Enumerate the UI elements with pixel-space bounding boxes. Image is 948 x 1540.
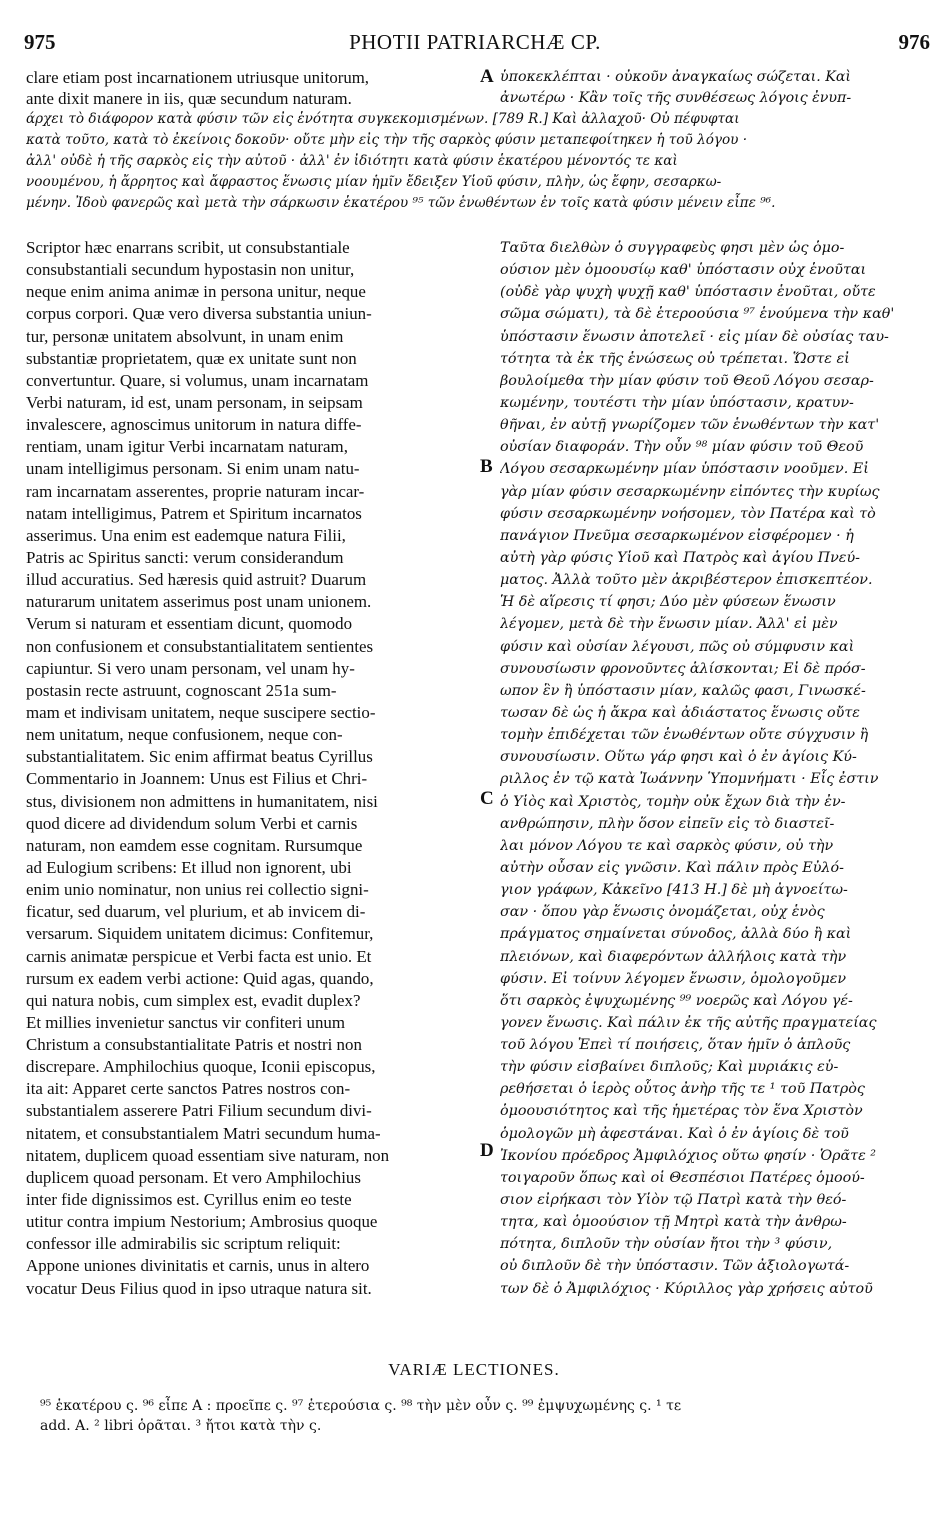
latin-line: quod dicere ad dividendum solum Verbi et carnis xyxy=(26,813,358,833)
margin-letter-a: A xyxy=(480,66,494,87)
greek-line: τοῦ λόγου Ἐπεὶ τί ποιήσεις, ὅταν ἡμῖν ὁ ἁπλοῦς xyxy=(500,1037,851,1054)
greek-line: μένην. Ἰδοὺ φανερῶς καὶ μετὰ τὴν σάρκωσιν ἑκατέρου ⁹⁵ τῶν ἑνωθέντων ἐν τοῖς κατὰ φύσιν μένειν εἶπε ⁹⁶. xyxy=(26,195,776,211)
latin-line: Verum si naturam et essentiam dicunt, quomodo xyxy=(26,614,353,634)
greek-line: ὁ Υἱὸς καὶ Χριστὸς, τομὴν οὐκ ἔχων διὰ τὴν ἐν- xyxy=(500,793,846,810)
latin-line: inter fide dignissimos est. Cyrillus enim eo teste xyxy=(26,1190,352,1210)
note-line: add. A. ² libri ὁρᾶται. ³ ἤτοι κατὰ τὴν ς. xyxy=(40,1418,322,1434)
page-number-left: 975 xyxy=(24,30,56,54)
greek-line: Ἡ δὲ αἵρεσις τί φησι; Δύο μὲν φύσεων ἕνωσιν xyxy=(500,594,836,611)
greek-line: φύσιν καὶ οὐσίαν λέγουσι, πῶς οὐ σύμφυσιν καὶ xyxy=(500,638,855,655)
latin-line: Christum a consubstantialitate Patris et nostri non xyxy=(26,1035,362,1055)
full-width-greek-block xyxy=(26,109,936,214)
latin-line: versarum. Siquidem unitatem dicimus: Confitemur, xyxy=(26,924,374,944)
top-greek-lines xyxy=(500,67,934,109)
greek-line: Ἰκονίου πρόεδρος Ἀμφιλόχιος οὕτω φησίν · Ὁρᾶτε ² xyxy=(500,1147,877,1164)
greek-line: σαν · ὅπου γὰρ ἕνωσις ὀνομάζεται, οὐχ ἑνὸς xyxy=(500,904,825,921)
greek-line: οὐ διπλοῦν δὲ τὴν ὑπόστασιν. Τῶν ἀξιολογωτά- xyxy=(500,1258,850,1275)
latin-line: substantialitatem. Sic enim affirmat beatus Cyrillus xyxy=(26,747,373,767)
latin-line: ita ait: Apparet certe sanctos Patres nostros con- xyxy=(26,1079,351,1099)
page-header xyxy=(20,30,930,60)
greek-line: συνουσίωσιν. Οὕτω γάρ φησι καὶ ὁ ἐν ἁγίοις Κύ- xyxy=(500,749,857,766)
latin-line: non confusionem et consubstantialitatem sentientes xyxy=(26,636,374,656)
greek-line: φύσιν. Εἰ τοίνυν λέγομεν ἕνωσιν, ὁμολογοῦμεν xyxy=(500,970,847,987)
greek-line: πότητα, διπλοῦν τὴν οὐσίαν ἤτοι τὴν ³ φύσιν, xyxy=(500,1236,833,1253)
greek-line: λαι μόνον Λόγου τε καὶ σαρκὸς φύσιν, οὐ τὴν xyxy=(500,837,834,854)
greek-line: τὴν φύσιν εἰσβαίνει διπλοῦς; Καὶ μυριάκις εὑ- xyxy=(500,1059,839,1076)
latin-line: rursum ex eadem verbi actione: Quid agas, quando, xyxy=(26,968,374,988)
top-greek-line: ἀνωτέρω · Κἂν τοῖς τῆς συνθέσεως λόγοις ἐνυπ- xyxy=(500,90,852,106)
latin-line: consubstantiali secundum hypostasin non unitur, xyxy=(26,260,355,280)
latin-line: stus, divisionem non admittens in humanitatem, nisi xyxy=(26,791,378,811)
latin-line: invalescere, agnoscimus unitorum in natura diffe- xyxy=(26,415,362,435)
latin-line: postasin recte astruunt, cognoscant 251a sum- xyxy=(26,680,337,700)
latin-line: convertuntur. Quare, si volumus, unam incarnatam xyxy=(26,370,369,390)
greek-line: ὁμοουσιότητος καὶ τῆς ἡμετέρας τὸν ἕνα Χριστὸν xyxy=(500,1103,863,1120)
latin-line: duplicem quoad personam. Et vero Amphilochius xyxy=(26,1167,361,1187)
greek-line: σιον εἰρήκασι τὸν Υἱὸν τῷ Πατρὶ κατὰ τὴν θεό- xyxy=(500,1192,847,1209)
greek-line: κωμένην, τουτέστι τὴν μίαν ὑπόστασιν, κρατυν- xyxy=(500,394,854,411)
greek-line: ματος. Ἀλλὰ τοῦτο μὲν ἀκριβέστερον ἐπισκεπτέον. xyxy=(500,572,873,589)
greek-line: ωπον ἓν ἢ ὑπόστασιν μίαν, καλῶς φασι, Γινωσκέ- xyxy=(500,682,866,699)
greek-line: τομὴν ἐπιδέχεται τῶν ἑνωθέντων οὔτε σύγχυσιν ἢ xyxy=(500,727,869,744)
greek-line: γὰρ μίαν φύσιν σεσαρκωμένην εἰπόντες τὴν κυρίως xyxy=(500,483,880,500)
greek-line: αὐτὴ γὰρ φύσις Υἱοῦ καὶ Πατρὸς καὶ ἁγίου Πνεύ- xyxy=(500,549,860,566)
greek-line: λέγομεν, μετὰ δὲ τὴν ἕνωσιν μίαν. Ἀλλ' εἰ μὲν xyxy=(500,616,838,633)
latin-line: carnis animatæ perspicue et Verbi facta est unio. Et xyxy=(26,946,372,966)
latin-line: discrepare. Amphilochius quoque, Iconii episcopus, xyxy=(26,1057,376,1077)
note-line: ⁹⁵ ἑκατέρου ς. ⁹⁶ εἶπε A : προεῖπε ς. ⁹⁷ ἑτερούσια ς. ⁹⁸ τὴν μὲν οὖν ς. ⁹⁹ ἐμψυχωμένης ς. ¹ τε xyxy=(40,1398,682,1414)
greek-column xyxy=(500,237,934,1300)
greek-line: ρεθήσεται ὁ ἱερὸς οὗτος ἀνὴρ τῆς τε ¹ τοῦ Πατρὸς xyxy=(500,1081,865,1098)
latin-line: ficatur, sed duarum, vel plurium, et ab invicem di- xyxy=(26,902,366,922)
greek-line: πανάγιον Πνεῦμα σεσαρκωμένον εἰσφέρομεν · ἡ xyxy=(500,527,854,544)
latin-line: substantiæ proprietatem, quæ ex unitate sunt non xyxy=(26,348,357,368)
top-latin-line: clare etiam post incarnationem utriusque unitorum, xyxy=(26,68,369,87)
latin-line: neque enim anima animæ in persona unitur, neque xyxy=(26,282,366,302)
running-title: PHOTII PATRIARCHÆ CP. xyxy=(349,30,601,54)
latin-line: corpus corpori. Quæ vero diversa substantia uniun- xyxy=(26,304,372,324)
greek-line: ὁμολογῶν μὴ ἀφεστάναι. Καὶ ὁ ἐν ἁγίοις δὲ τοῦ xyxy=(500,1125,849,1142)
greek-line: πράγματος σημαίνεται σύνοδος, ἀλλὰ δύο ἢ καὶ xyxy=(500,926,852,943)
latin-line: Patris ac Spiritus sancti: verum considerandum xyxy=(26,547,344,567)
latin-line: qui natura nobis, cum simplex est, evadit duplex? xyxy=(26,990,361,1010)
greek-line: των δὲ ὁ Ἀμφιλόχιος · Κύριλλος γὰρ χρήσεις αὐτοῦ xyxy=(500,1280,873,1297)
greek-line: τοιγαροῦν ὅπως καὶ οἱ Θεσπέσιοι Πατέρες ὁμοού- xyxy=(500,1169,865,1186)
latin-column xyxy=(26,237,478,1300)
margin-letter-b: B xyxy=(480,456,493,477)
latin-line: asserimus. Una enim est eademque natura Filii, xyxy=(26,525,346,545)
latin-line: tur, personæ unitatem absolvunt, in unam enim xyxy=(26,326,344,346)
latin-line: enim unio nominatur, non unius rei collectio signi- xyxy=(26,880,369,900)
greek-line: άρχει τὸ διάφορον κατὰ φύσιν τῶν εἰς ἑνότητα συγκεκομισμένων. [789 R.] Καὶ ἀλλαχοῦ· Οὐ πέφυφται xyxy=(26,111,740,127)
greek-line: ὑπόστασιν ἕνωσιν ἀποτελεῖ · εἰς μίαν δὲ οὐσίας ταυ- xyxy=(500,328,889,345)
greek-line: τωσαν δὲ ὡς ἡ ἄκρα καὶ ἀδιάστατος ἕνωσις οὔτε xyxy=(500,704,860,721)
greek-line: αὐτὴν οὖσαν εἰς γνῶσιν. Καὶ πάλιν πρὸς Εὐλό- xyxy=(500,859,844,876)
latin-line: substantialem asserere Patri Filium secundum divi- xyxy=(26,1101,372,1121)
latin-line: Et millies invenietur sanctus vir confiteri unum xyxy=(26,1012,345,1032)
latin-line: utitur contra impium Nestorium; Ambrosius quoque xyxy=(26,1212,378,1232)
latin-line: ad Eulogium scribens: Et illud non ignorent, ubi xyxy=(26,857,352,877)
greek-line: τητα, καὶ ὁμοούσιον τῇ Μητρὶ κατὰ τὴν ἀνθρω- xyxy=(500,1214,847,1231)
latin-line: confessor ille admirabilis sic scriptum reliquit: xyxy=(26,1234,341,1254)
latin-line: natam intelligimus, Patrem et Spiritum incarnatos xyxy=(26,503,362,523)
margin-letter-c: C xyxy=(480,788,494,809)
latin-line: naturam, non eamdem esse cognitam. Rursumque xyxy=(26,835,363,855)
greek-line: σῶμα σώματι), τὰ δὲ ἑτεροούσια ⁹⁷ ἑνούμενα τὴν καθ' xyxy=(500,306,895,323)
greek-line: νοουμένου, ἡ ἄρρητος καὶ ἄφραστος ἕνωσις μίαν ἡμῖν ἔδειξεν Υἱοῦ φύσιν, πλὴν, ὡς ἔφην, σεσαρκω- xyxy=(26,174,722,190)
top-latin-lines xyxy=(26,67,476,109)
greek-line: βουλοίμεθα τὴν μίαν φύσιν τοῦ Θεοῦ Λόγου σεσαρ- xyxy=(500,372,874,389)
latin-line: Commentario in Joannem: Unus est Filius et Chri- xyxy=(26,769,368,789)
greek-line: κατὰ τοῦτο, κατὰ τὸ ἐκείνοις δοκοῦν· οὔτε μὴν εἰς τὴν τῆς σαρκὸς φύσιν μεταπεφοίτηκεν ἡ τοῦ λόγου · xyxy=(26,132,748,148)
variae-lectiones-title: VARIÆ LECTIONES. xyxy=(388,1360,560,1379)
greek-line: γιον γράφων, Κἀκεῖνο [413 H.] δὲ μὴ ἀγνοείτω- xyxy=(500,882,848,899)
greek-line: Ταῦτα διελθὼν ὁ συγγραφεὺς φησι μὲν ὡς ὁμο- xyxy=(500,240,845,256)
greek-line: γονεν ἕνωσις. Καὶ πάλιν ἐκ τῆς αὐτῆς πραγματείας xyxy=(500,1014,877,1031)
top-greek-line: ὑποκεκλέπται · οὐκοῦν ἀναγκαίως σώζεται. Καὶ xyxy=(500,69,851,85)
latin-line: capiuntur. Si vero unam personam, vel unam hy- xyxy=(26,658,355,678)
greek-line: τότητα τὰ ἐκ τῆς ἑνώσεως οὐ τρέπεται. Ὥστε εἰ xyxy=(500,350,850,367)
greek-line: οὐσίαν διαφοράν. Τὴν οὖν ⁹⁸ μίαν φύσιν τοῦ Θεοῦ xyxy=(500,439,864,456)
greek-line: (οὐδὲ γὰρ ψυχὴ ψυχῇ καθ' ὑπόστασιν ἑνοῦται, οὔτε xyxy=(500,284,876,301)
latin-line: nem unitatum, neque confusionem, neque con- xyxy=(26,725,343,745)
latin-line: ram incarnatam asserentes, proprie naturam incar- xyxy=(26,481,365,501)
margin-letter-d: D xyxy=(480,1140,494,1161)
greek-line: ούσιον μὲν ὁμοουσίῳ καθ' ὑπόστασιν οὐχ ἑνοῦται xyxy=(500,262,867,279)
greek-line: συνουσίωσιν φρονοῦντες ἁλίσκονται; Εἰ δὲ πρόσ- xyxy=(500,660,866,677)
greek-line: πλειόνων, καὶ διαφερόντων ἀλλήλοις κατὰ τὴν xyxy=(500,948,847,965)
greek-line: ὅτι σαρκὸς ἐψυχωμένης ⁹⁹ νοερῶς καὶ Λόγου γέ- xyxy=(500,992,853,1009)
latin-line: nitatem, duplicem quoad essentiam sive naturam, non xyxy=(26,1145,390,1165)
greek-line: ανθρώπησιν, πλὴν ὅσον εἰπεῖν εἰς τὸ διαστεῖ- xyxy=(500,815,835,832)
latin-line: naturarum unitatem asserimus post unam unionem. xyxy=(26,592,372,612)
latin-line: Appone uniones divinitatis et carnis, unus in altero xyxy=(26,1256,370,1276)
variae-lectiones-notes xyxy=(40,1396,935,1436)
latin-line: vocatur Deus Filius quod in ipso utraque natura sit. xyxy=(26,1278,372,1298)
latin-line: rentiam, unam igitur Verbi incarnatam naturam, xyxy=(26,437,348,457)
greek-line: ριλλος ἐν τῷ κατὰ Ἰωάννην Ὑπομνήματι · Εἷς ἐστιν xyxy=(500,771,879,788)
greek-line: Λόγου σεσαρκωμένην μίαν ὑπόστασιν νοοῦμεν. Εἰ xyxy=(500,461,869,478)
top-latin-line: ante dixit manere in iis, quæ secundum naturam. xyxy=(26,89,352,108)
latin-line: unam intelligimus personam. Si enim unam natu- xyxy=(26,459,360,479)
greek-line: θῆναι, ἐν αὐτῇ γνωρίζομεν τῶν ἑνωθέντων τὴν κατ' xyxy=(500,417,880,434)
latin-line: mam et indivisam unitatem, neque suscipere sectio- xyxy=(26,702,376,722)
latin-line: illud accuratius. Sed hæresis quid astruit? Duarum xyxy=(26,570,367,590)
latin-line: nitatem, et consubstantialem Matri secundum huma- xyxy=(26,1123,381,1143)
page-number-right: 976 xyxy=(898,30,930,54)
latin-line: Scriptor hæc enarrans scribit, ut consubstantiale xyxy=(26,238,350,257)
greek-line: ἀλλ' οὐδὲ ἡ τῆς σαρκὸς εἰς τὴν αὐτοῦ · ἀλλ' ἐν ἰδιότητι κατὰ φύσιν ἑκατέρου μένοντός τε καὶ xyxy=(26,153,678,169)
latin-line: Verbi naturam, id est, unam personam, in seipsam xyxy=(26,392,363,412)
greek-line: φύσιν σεσαρκωμένην νοήσομεν, τὸν Πατέρα καὶ τὸ xyxy=(500,505,876,522)
